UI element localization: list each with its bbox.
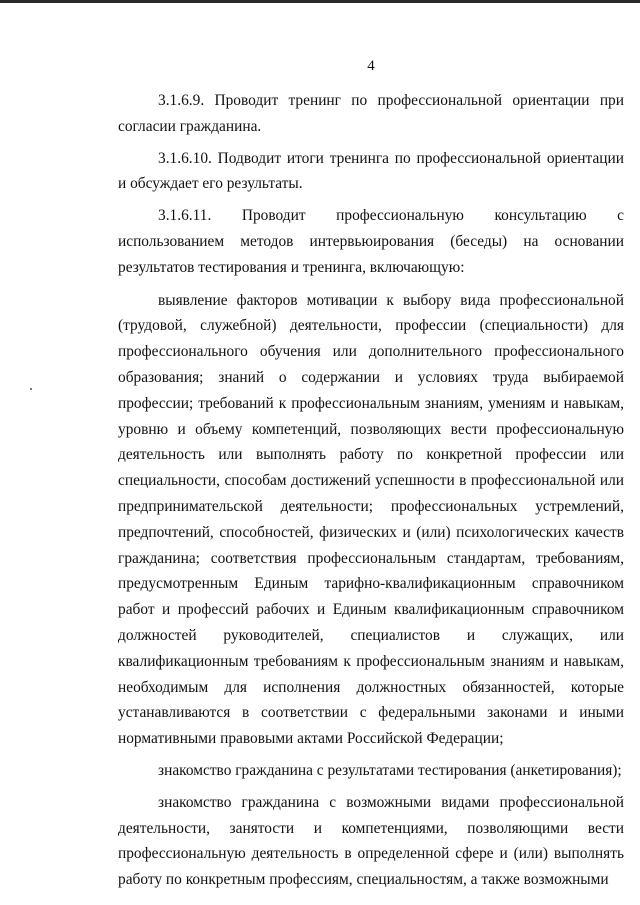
paragraph-3-1-6-11: 3.1.6.11. Проводит профессиональную консультацию с использованием методов интервьюирования (беседы) на основании результатов тестирования и тренинга, включающую:: [118, 207, 624, 276]
scan-speck: [30, 388, 32, 390]
document-page: [118, 56, 624, 893]
page-number: 4: [367, 58, 375, 74]
paragraph-3-1-6-9: 3.1.6.9. Проводит тренинг по профессиональной ориентации при согласии гражданина.: [118, 92, 624, 135]
paragraph-3-1-6-10: 3.1.6.10. Подводит итоги тренинга по профессиональной ориентации и обсуждает его результаты.: [118, 149, 624, 193]
scan-top-edge: [0, 0, 640, 3]
paragraph-activity-types: знакомство гражданина с возможными видами профессиональной деятельности, занятости и компетенциями, позволяющими вести профессиональную деятельность в определенной сфере и (или) выполнять работу по конкретным профессиям, специальностям, а также возможными: [118, 793, 624, 889]
paragraph-motivation-factors: выявление факторов мотивации к выбору вида профессиональной (трудовой, служебной) деятельности, профессии (специальности) для профессионального обучения или дополнительного профессионального образования; знаний о содержании и условиях труда выбираемой профессии; требований к профессиональным знаниям, умениям и навыкам, уровню и объему компетенций, позволяющих вести профессиональную деятельность или выполнять работу по конкретной профессии или специальности, способам достижений успешности в профессиональной или предпринимательской деятельности; профессиональных устремлений, предпочтений, способностей, физических и (или) психологических качеств гражданина; соответствия профессиональным стандартам, требованиям, предусмотренным Единым тарифно-квалификационным справочником работ и профессий рабочих и Единым квалификационным справочником должностей руководителей, специалистов и служащих, или квалификационным требованиям к профессиональным знаниям и навыкам, необходимым для исполнения должностных обязанностей, которые устанавливаются в соответствии с федеральными законами и иными нормативными правовыми актами Российской Федерации;: [118, 291, 624, 748]
paragraph-testing-results: знакомство гражданина с результатами тестирования (анкетирования);: [158, 761, 622, 779]
